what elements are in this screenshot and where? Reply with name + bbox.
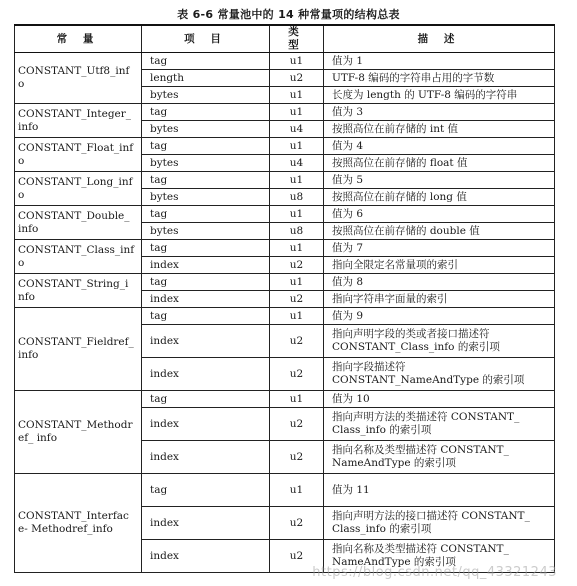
type-cell: u1 [270, 308, 324, 325]
item-cell: tag [142, 172, 270, 189]
item-cell: tag [142, 308, 270, 325]
item-cell: tag [142, 474, 270, 507]
type-cell: u1 [270, 138, 324, 155]
item-cell: tag [142, 104, 270, 121]
desc-cell: UTF-8 编码的字符串占用的字节数 [324, 70, 555, 87]
type-cell: u1 [270, 274, 324, 291]
item-cell: bytes [142, 155, 270, 172]
item-cell: index [142, 358, 270, 391]
constant-name-cell: CONSTANT_Class_info [15, 240, 142, 274]
table-caption: 表 6-6 常量池中的 14 种常量项的结构总表 [177, 8, 400, 21]
table-row [15, 274, 555, 291]
item-cell: index [142, 291, 270, 308]
item-cell: tag [142, 240, 270, 257]
desc-cell: 按照高位在前存储的 int 值 [324, 121, 555, 138]
table-body [15, 53, 555, 573]
type-cell: u2 [270, 408, 324, 441]
desc-cell: 值为 7 [324, 240, 555, 257]
table-header-row [15, 25, 555, 53]
type-cell: u1 [270, 474, 324, 507]
header-item: 项 目 [142, 25, 270, 53]
desc-cell: 按照高位在前存储的 double 值 [324, 223, 555, 240]
constant-name-cell: CONSTANT_Long_info [15, 172, 142, 206]
type-cell: u2 [270, 291, 324, 308]
item-cell: bytes [142, 223, 270, 240]
item-cell: tag [142, 274, 270, 291]
type-cell: u1 [270, 206, 324, 223]
type-cell: u8 [270, 223, 324, 240]
item-cell: bytes [142, 87, 270, 104]
constant-name-cell: CONSTANT_String_info [15, 274, 142, 308]
table-row [15, 240, 555, 257]
item-cell: index [142, 257, 270, 274]
type-cell: u2 [270, 540, 324, 573]
desc-cell: 值为 4 [324, 138, 555, 155]
table-row [15, 206, 555, 223]
desc-cell: 值为 8 [324, 274, 555, 291]
item-cell: index [142, 441, 270, 474]
desc-cell: 按照高位在前存储的 float 值 [324, 155, 555, 172]
item-cell: tag [142, 138, 270, 155]
type-cell: u4 [270, 155, 324, 172]
type-cell: u2 [270, 358, 324, 391]
constant-name-cell: CONSTANT_Fieldref_ info [15, 308, 142, 391]
type-cell: u1 [270, 172, 324, 189]
desc-cell: 指向名称及类型描述符 CONSTANT_ NameAndType 的索引项 [324, 441, 555, 474]
desc-cell: 指向字段描述符 CONSTANT_NameAndType 的索引项 [324, 358, 555, 391]
constant-name-cell: CONSTANT_Float_info [15, 138, 142, 172]
table-row [15, 138, 555, 155]
desc-cell: 按照高位在前存储的 long 值 [324, 189, 555, 206]
item-cell: index [142, 325, 270, 358]
item-cell: bytes [142, 121, 270, 138]
desc-cell: 值为 9 [324, 308, 555, 325]
table-row [15, 172, 555, 189]
constant-name-cell: CONSTANT_Integer_ info [15, 104, 142, 138]
type-cell: u1 [270, 53, 324, 70]
desc-cell: 值为 5 [324, 172, 555, 189]
desc-cell: 指向声明方法的类描述符 CONSTANT_ Class_info 的索引项 [324, 408, 555, 441]
item-cell: tag [142, 206, 270, 223]
desc-cell: 值为 10 [324, 391, 555, 408]
type-cell: u1 [270, 240, 324, 257]
item-cell: tag [142, 53, 270, 70]
desc-cell: 指向声明字段的类或者接口描述符 CONSTANT_Class_info 的索引项 [324, 325, 555, 358]
type-cell: u1 [270, 87, 324, 104]
desc-cell: 值为 3 [324, 104, 555, 121]
type-cell: u2 [270, 257, 324, 274]
constant-name-cell: CONSTANT_Double_ info [15, 206, 142, 240]
desc-cell: 长度为 length 的 UTF-8 编码的字符串 [324, 87, 555, 104]
desc-cell: 值为 1 [324, 53, 555, 70]
item-cell: bytes [142, 189, 270, 206]
constant-pool-table [14, 24, 555, 573]
table-row [15, 104, 555, 121]
table-row [15, 391, 555, 408]
desc-cell: 指向全限定名常量项的索引 [324, 257, 555, 274]
table-row [15, 308, 555, 325]
constant-name-cell: CONSTANT_Methodref_ info [15, 391, 142, 474]
desc-cell: 指向声明方法的接口描述符 CONSTANT_ Class_info 的索引项 [324, 507, 555, 540]
watermark: https://blog.csdn.net/qq_43321243 [312, 565, 557, 580]
constant-name-cell: CONSTANT_Interface- Methodref_info [15, 474, 142, 573]
table-row [15, 474, 555, 507]
type-cell: u2 [270, 70, 324, 87]
desc-cell: 指向名称及类型描述符 CONSTANT_ NameAndType 的索引项 [324, 540, 555, 573]
type-cell: u2 [270, 441, 324, 474]
type-cell: u2 [270, 507, 324, 540]
type-cell: u1 [270, 391, 324, 408]
type-cell: u4 [270, 121, 324, 138]
type-cell: u1 [270, 104, 324, 121]
item-cell: tag [142, 391, 270, 408]
item-cell: index [142, 408, 270, 441]
item-cell: index [142, 540, 270, 573]
desc-cell: 指向字符串字面量的索引 [324, 291, 555, 308]
item-cell: length [142, 70, 270, 87]
type-cell: u2 [270, 325, 324, 358]
header-type: 类 型 [270, 25, 324, 53]
table-row [15, 53, 555, 70]
header-constant: 常 量 [15, 25, 142, 53]
desc-cell: 值为 11 [324, 474, 555, 507]
item-cell: index [142, 507, 270, 540]
header-desc: 描 述 [324, 25, 555, 53]
desc-cell: 值为 6 [324, 206, 555, 223]
type-cell: u8 [270, 189, 324, 206]
constant-name-cell: CONSTANT_Utf8_info [15, 53, 142, 104]
